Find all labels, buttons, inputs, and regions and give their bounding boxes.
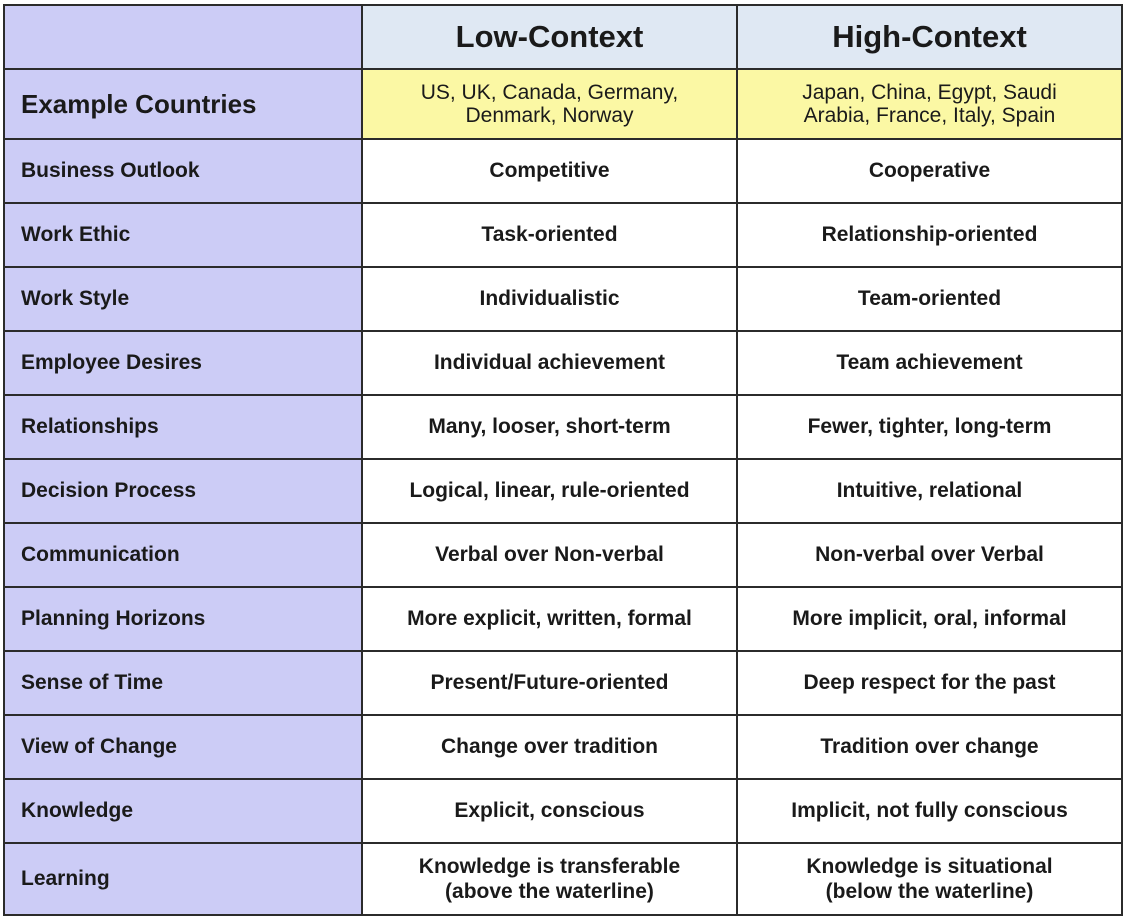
high-context-value: Fewer, tighter, long-term [737, 395, 1122, 459]
table-row [4, 331, 1122, 395]
low-context-value: Many, looser, short-term [362, 395, 737, 459]
high-context-countries-line-1: Japan, China, Egypt, Saudi [802, 80, 1057, 104]
learning-row [4, 843, 1122, 915]
header-low-context: Low-Context [362, 5, 737, 69]
low-context-value: Logical, linear, rule-oriented [362, 459, 737, 523]
row-label: Communication [4, 523, 362, 587]
table-row [4, 459, 1122, 523]
table-row [4, 267, 1122, 331]
high-context-value: Team-oriented [737, 267, 1122, 331]
row-label: Employee Desires [4, 331, 362, 395]
table-row [4, 395, 1122, 459]
row-label-example-countries: Example Countries [4, 69, 362, 139]
table-row [4, 715, 1122, 779]
low-context-value: Competitive [362, 139, 737, 203]
row-label: Relationships [4, 395, 362, 459]
low-context-value: Task-oriented [362, 203, 737, 267]
high-context-value: Team achievement [737, 331, 1122, 395]
high-context-value: Implicit, not fully conscious [737, 779, 1122, 843]
row-label: Business Outlook [4, 139, 362, 203]
low-context-value: Change over tradition [362, 715, 737, 779]
header-row [4, 5, 1122, 69]
table-row [4, 587, 1122, 651]
row-label: Sense of Time [4, 651, 362, 715]
low-context-learning [362, 843, 737, 915]
row-label: Knowledge [4, 779, 362, 843]
high-context-value: Cooperative [737, 139, 1122, 203]
low-context-value: Present/Future-oriented [362, 651, 737, 715]
comparison-table [3, 4, 1123, 916]
low-context-countries-line-1: US, UK, Canada, Germany, [420, 80, 679, 104]
low-context-value: Individualistic [362, 267, 737, 331]
high-context-countries-line-2: Arabia, France, Italy, Spain [803, 104, 1056, 127]
row-label: Work Style [4, 267, 362, 331]
header-corner-cell [4, 5, 362, 69]
high-context-value: Intuitive, relational [737, 459, 1122, 523]
header-high-context: High-Context [737, 5, 1122, 69]
low-context-value: More explicit, written, formal [362, 587, 737, 651]
high-context-value: More implicit, oral, informal [737, 587, 1122, 651]
table-row [4, 651, 1122, 715]
low-context-value: Explicit, conscious [362, 779, 737, 843]
high-context-learning-line-1: Knowledge is situational [806, 854, 1053, 878]
high-context-value: Tradition over change [737, 715, 1122, 779]
high-context-value: Deep respect for the past [737, 651, 1122, 715]
table-row [4, 779, 1122, 843]
low-context-countries-line-2: Denmark, Norway [465, 104, 634, 127]
row-label: View of Change [4, 715, 362, 779]
high-context-value: Non-verbal over Verbal [737, 523, 1122, 587]
table-row [4, 139, 1122, 203]
low-context-learning-line-1: Knowledge is transferable [418, 854, 681, 878]
row-label: Work Ethic [4, 203, 362, 267]
row-label: Decision Process [4, 459, 362, 523]
row-label-learning: Learning [4, 843, 362, 915]
country-row [4, 69, 1122, 139]
low-context-learning-line-2: (above the waterline) [445, 880, 654, 903]
low-context-countries [362, 69, 737, 139]
high-context-learning-line-2: (below the waterline) [825, 880, 1034, 903]
low-context-value: Verbal over Non-verbal [362, 523, 737, 587]
high-context-value: Relationship-oriented [737, 203, 1122, 267]
row-label: Planning Horizons [4, 587, 362, 651]
table-row [4, 203, 1122, 267]
high-context-learning [737, 843, 1122, 915]
high-context-countries [737, 69, 1122, 139]
low-context-value: Individual achievement [362, 331, 737, 395]
table-row [4, 523, 1122, 587]
